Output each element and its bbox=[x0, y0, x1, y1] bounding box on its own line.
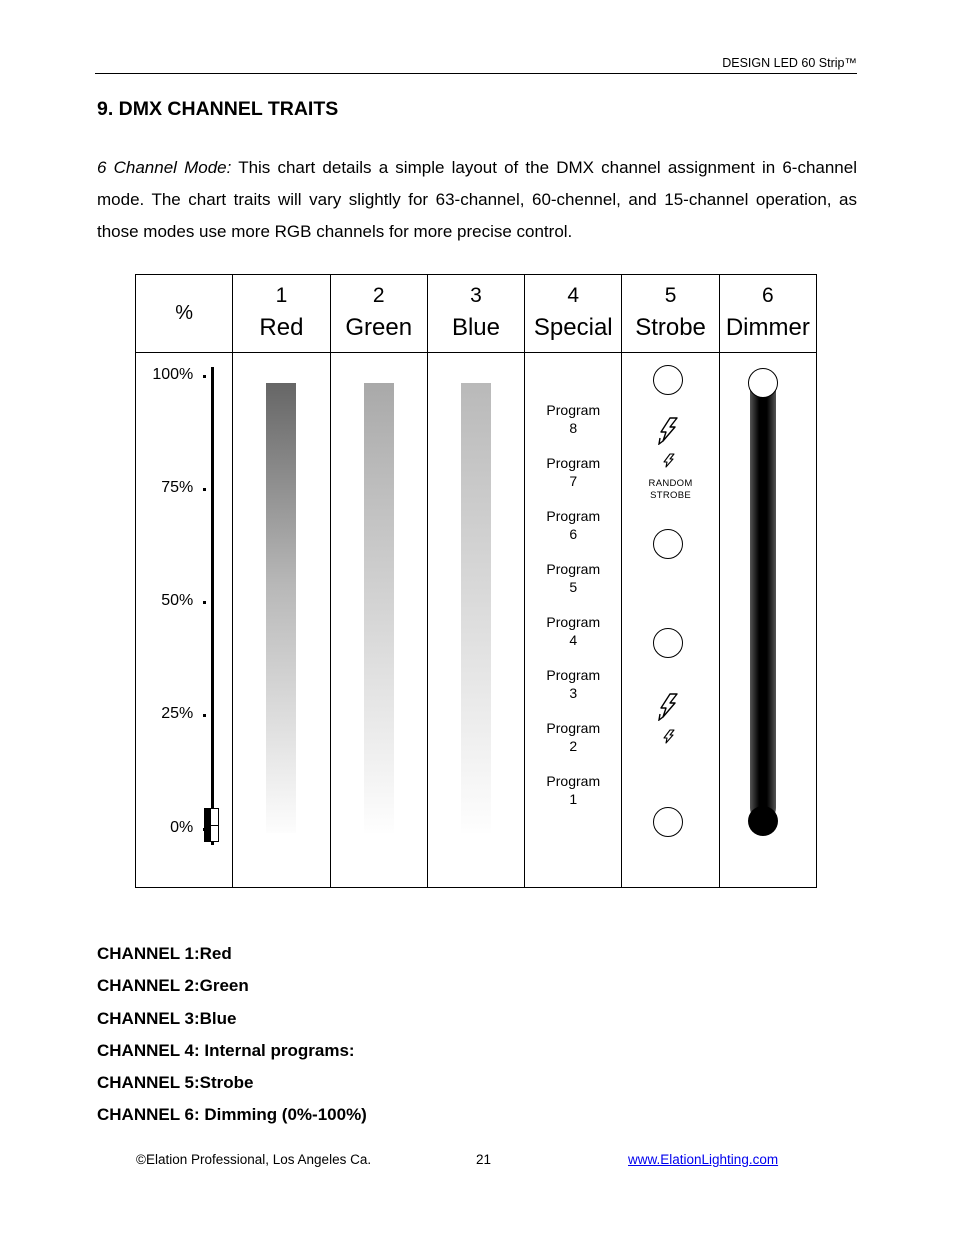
red-gradient-bar bbox=[266, 383, 296, 833]
footer-website-link[interactable]: www.ElationLighting.com bbox=[628, 1152, 779, 1167]
circle-open-icon bbox=[748, 368, 778, 398]
column-header-blue: 3 Blue bbox=[427, 275, 524, 353]
intro-text: This chart details a simple layout of the DMX channel assignment in 6-channel mode. The chart traits will vary slightly for 63-channel, 60-chennel, and 15-channel operation, as those modes use more RGB channels for more precise control. bbox=[97, 158, 857, 241]
scale-label: 25% bbox=[161, 705, 194, 722]
channel-item: CHANNEL 3:Blue bbox=[97, 1008, 237, 1028]
header-rule bbox=[95, 73, 857, 74]
circle-open-icon bbox=[653, 365, 683, 395]
dimmer-bar bbox=[750, 371, 776, 821]
scale-tick bbox=[203, 488, 206, 491]
dmx-channel-chart bbox=[135, 274, 817, 888]
red-cell bbox=[233, 353, 330, 888]
program-item: Program 2 bbox=[546, 720, 601, 754]
random-strobe-label: RANDOM STROBE bbox=[648, 478, 693, 501]
scale-tick bbox=[203, 714, 206, 717]
program-item: Program 8 bbox=[546, 402, 601, 436]
small-lightning-bolt-icon bbox=[662, 729, 675, 745]
fader-knob-icon bbox=[204, 808, 219, 842]
column-header-red: 1 Red bbox=[233, 275, 330, 353]
footer-copyright: ©Elation Professional, Los Angeles Ca. bbox=[136, 1152, 372, 1167]
percent-scale-cell bbox=[136, 353, 233, 888]
program-item: Program 7 bbox=[546, 455, 601, 489]
scale-label: 100% bbox=[152, 366, 194, 383]
special-cell bbox=[525, 353, 622, 888]
fader-track bbox=[211, 367, 214, 845]
blue-cell bbox=[427, 353, 524, 888]
scale-label: 0% bbox=[170, 819, 194, 836]
circle-open-icon bbox=[653, 807, 683, 837]
circle-filled-icon bbox=[748, 806, 778, 836]
channel-list bbox=[97, 944, 367, 1138]
column-header-green: 2 Green bbox=[330, 275, 427, 353]
header-product-name: DESIGN LED 60 Strip™ bbox=[722, 56, 857, 70]
channel-item: CHANNEL 2:Green bbox=[97, 976, 249, 996]
channel-item: CHANNEL 6: Dimming (0%-100%) bbox=[97, 1105, 367, 1125]
green-cell bbox=[330, 353, 427, 888]
scale-label: 75% bbox=[161, 479, 194, 496]
program-item: Program 3 bbox=[546, 667, 601, 701]
scale-tick bbox=[203, 601, 206, 604]
strobe-cell bbox=[622, 353, 719, 888]
program-item: Program 6 bbox=[546, 508, 601, 542]
percent-header: % bbox=[136, 275, 233, 353]
program-item: Program 5 bbox=[546, 561, 601, 595]
program-item: Program 1 bbox=[546, 773, 601, 807]
program-item: Program 4 bbox=[546, 614, 601, 648]
channel-item: CHANNEL 5:Strobe bbox=[97, 1073, 254, 1093]
scale-label: 50% bbox=[161, 592, 194, 609]
channel-item: CHANNEL 1:Red bbox=[97, 944, 232, 963]
column-header-strobe: 5 Strobe bbox=[622, 275, 719, 353]
column-header-special: 4 Special bbox=[525, 275, 622, 353]
lightning-bolt-icon bbox=[657, 693, 679, 721]
dimmer-cell bbox=[719, 353, 816, 888]
intro-paragraph bbox=[97, 152, 857, 248]
circle-open-icon bbox=[653, 529, 683, 559]
channel-item: CHANNEL 4: Internal programs: bbox=[97, 1040, 355, 1060]
intro-mode-label: 6 Channel Mode: bbox=[97, 158, 232, 177]
page-number: 21 bbox=[476, 1152, 492, 1167]
scale-tick bbox=[203, 375, 206, 378]
section-title: 9. DMX CHANNEL TRAITS bbox=[97, 98, 339, 120]
blue-gradient-bar bbox=[461, 383, 491, 833]
lightning-bolt-icon bbox=[657, 417, 679, 445]
column-header-dimmer: 6 Dimmer bbox=[719, 275, 816, 353]
small-lightning-bolt-icon bbox=[662, 453, 675, 469]
green-gradient-bar bbox=[364, 383, 394, 833]
circle-open-icon bbox=[653, 628, 683, 658]
